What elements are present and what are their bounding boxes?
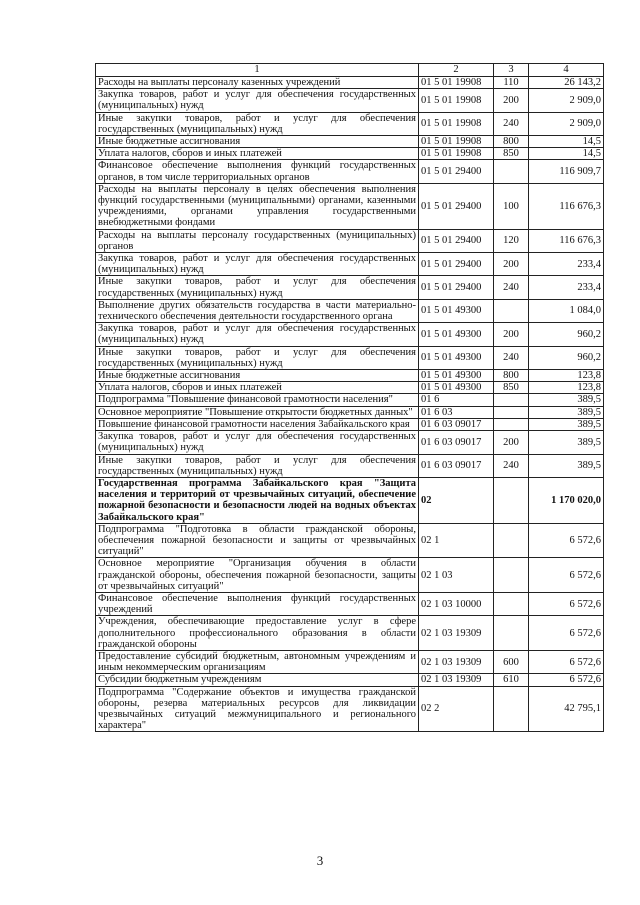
row-expense-type: [494, 686, 529, 732]
row-amount: 389,5: [529, 431, 604, 454]
row-name: Расходы на выплаты персоналу казенных учреждений: [96, 77, 419, 89]
row-code: 02 1 03 19309: [419, 650, 494, 673]
table-row: [96, 160, 604, 183]
table-row: [96, 558, 604, 593]
row-name: Иные закупки товаров, работ и услуг для обеспечения государственных (муниципальных) нужд: [96, 276, 419, 299]
table-row: [96, 323, 604, 346]
table-row: [96, 136, 604, 148]
table-row: [96, 650, 604, 673]
row-name: Иные бюджетные ассигнования: [96, 370, 419, 382]
row-amount: 6 572,6: [529, 592, 604, 615]
page-number: 3: [316, 853, 324, 868]
table-row: [96, 394, 604, 406]
row-name: Основное мероприятие "Организация обучения в области гражданской обороны, обеспечения пожарной безопасности, защиты от чрезвычайных ситуаций": [96, 558, 419, 593]
table-body: [96, 64, 604, 732]
row-expense-type: [494, 523, 529, 558]
table-row: [96, 229, 604, 252]
row-name: Закупка товаров, работ и услуг для обеспечения государственных (муниципальных) нужд: [96, 89, 419, 112]
row-expense-type: [494, 418, 529, 430]
table-row: [96, 148, 604, 160]
table-row: [96, 454, 604, 477]
row-amount: 2 909,0: [529, 89, 604, 112]
row-amount: 389,5: [529, 418, 604, 430]
table-row: [96, 346, 604, 369]
row-expense-type: [494, 616, 529, 651]
row-expense-type: 120: [494, 229, 529, 252]
row-code: 01 5 01 49300: [419, 346, 494, 369]
row-expense-type: 850: [494, 148, 529, 160]
table-row: [96, 183, 604, 229]
row-name: Закупка товаров, работ и услуг для обеспечения государственных (муниципальных) нужд: [96, 253, 419, 276]
table-row: [96, 418, 604, 430]
row-amount: 123,8: [529, 382, 604, 394]
row-code: 01 5 01 29400: [419, 160, 494, 183]
row-expense-type: 240: [494, 112, 529, 135]
row-expense-type: 200: [494, 323, 529, 346]
row-amount: 1 170 020,0: [529, 477, 604, 523]
row-code: 02: [419, 477, 494, 523]
row-code: 02 1 03 10000: [419, 592, 494, 615]
table-row: [96, 382, 604, 394]
row-amount: 389,5: [529, 406, 604, 418]
row-name: Подпрограмма "Подготовка в области гражданской обороны, обеспечения пожарной безопасности и защиты от чрезвычайных ситуаций": [96, 523, 419, 558]
row-amount: 116 676,3: [529, 183, 604, 229]
row-expense-type: 100: [494, 183, 529, 229]
row-amount: 6 572,6: [529, 674, 604, 686]
table-row: [96, 616, 604, 651]
row-amount: 389,5: [529, 454, 604, 477]
row-expense-type: 240: [494, 454, 529, 477]
row-code: 01 5 01 29400: [419, 253, 494, 276]
row-expense-type: 800: [494, 370, 529, 382]
row-expense-type: 600: [494, 650, 529, 673]
header-col-1: 1: [96, 64, 419, 77]
table-row: [96, 592, 604, 615]
row-expense-type: 610: [494, 674, 529, 686]
table-header-row: [96, 64, 604, 77]
row-name: Государственная программа Забайкальского края "Защита населения и территорий от чрезвычайных ситуаций, обеспечение пожарной безопасности и безопасности людей на водных объектах Забайкальского края": [96, 477, 419, 523]
row-code: 02 1 03 19309: [419, 674, 494, 686]
row-name: Подпрограмма "Содержание объектов и имущества гражданской обороны, резерва материальных ресурсов для ликвидации чрезвычайных ситуаций межмуниципального и регионального характера": [96, 686, 419, 732]
table-row: [96, 253, 604, 276]
row-expense-type: 200: [494, 431, 529, 454]
row-expense-type: [494, 558, 529, 593]
row-amount: 233,4: [529, 276, 604, 299]
table-row: [96, 477, 604, 523]
row-amount: 26 143,2: [529, 77, 604, 89]
row-amount: 42 795,1: [529, 686, 604, 732]
row-expense-type: 200: [494, 89, 529, 112]
row-name: Учреждения, обеспечивающие предоставление услуг в сфере дополнительного профессионального образования в области гражданской обороны: [96, 616, 419, 651]
row-expense-type: 200: [494, 253, 529, 276]
row-name: Уплата налогов, сборов и иных платежей: [96, 148, 419, 160]
row-name: Иные закупки товаров, работ и услуг для обеспечения государственных (муниципальных) нужд: [96, 454, 419, 477]
row-expense-type: 800: [494, 136, 529, 148]
row-name: Финансовое обеспечение выполнения функций государственных учреждений: [96, 592, 419, 615]
table-row: [96, 686, 604, 732]
row-expense-type: 240: [494, 276, 529, 299]
row-name: Выполнение других обязательств государства в части материально-технического обеспечения деятельности государственного органа: [96, 299, 419, 322]
row-name: Повышение финансовой грамотности населения Забайкальского края: [96, 418, 419, 430]
row-expense-type: [494, 477, 529, 523]
row-expense-type: [494, 406, 529, 418]
row-code: 01 6 03 09017: [419, 454, 494, 477]
row-expense-type: [494, 592, 529, 615]
table-row: [96, 406, 604, 418]
row-expense-type: 850: [494, 382, 529, 394]
row-amount: 2 909,0: [529, 112, 604, 135]
row-amount: 233,4: [529, 253, 604, 276]
row-amount: 960,2: [529, 346, 604, 369]
row-name: Финансовое обеспечение выполнения функций государственных органов, в том числе территориальных органов: [96, 160, 419, 183]
row-amount: 14,5: [529, 136, 604, 148]
row-name: Предоставление субсидий бюджетным, автономным учреждениям и иным некоммерческим организациям: [96, 650, 419, 673]
row-code: 01 5 01 19908: [419, 112, 494, 135]
row-code: 01 5 01 29400: [419, 276, 494, 299]
row-amount: 960,2: [529, 323, 604, 346]
row-code: 01 5 01 19908: [419, 148, 494, 160]
row-amount: 123,8: [529, 370, 604, 382]
table-row: [96, 112, 604, 135]
table-row: [96, 431, 604, 454]
row-name: Основное мероприятие "Повышение открытости бюджетных данных": [96, 406, 419, 418]
row-code: 01 6 03 09017: [419, 431, 494, 454]
table-row: [96, 299, 604, 322]
row-expense-type: [494, 394, 529, 406]
budget-table-container: [95, 63, 603, 732]
row-amount: 116 909,7: [529, 160, 604, 183]
row-code: 01 5 01 49300: [419, 299, 494, 322]
row-amount: 6 572,6: [529, 650, 604, 673]
row-expense-type: [494, 299, 529, 322]
row-code: 01 5 01 19908: [419, 77, 494, 89]
row-code: 01 5 01 19908: [419, 136, 494, 148]
budget-table: [95, 63, 604, 732]
row-amount: 14,5: [529, 148, 604, 160]
row-code: 01 5 01 19908: [419, 89, 494, 112]
row-code: 01 6: [419, 394, 494, 406]
row-name: Иные закупки товаров, работ и услуг для обеспечения государственных (муниципальных) нужд: [96, 346, 419, 369]
row-expense-type: 110: [494, 77, 529, 89]
row-amount: 6 572,6: [529, 523, 604, 558]
row-name: Закупка товаров, работ и услуг для обеспечения государственных (муниципальных) нужд: [96, 323, 419, 346]
table-row: [96, 370, 604, 382]
header-col-3: 3: [494, 64, 529, 77]
row-code: 02 1 03: [419, 558, 494, 593]
row-name: Уплата налогов, сборов и иных платежей: [96, 382, 419, 394]
row-code: 02 2: [419, 686, 494, 732]
header-col-4: 4: [529, 64, 604, 77]
row-name: Подпрограмма "Повышение финансовой грамотности населения": [96, 394, 419, 406]
table-row: [96, 89, 604, 112]
row-code: 01 5 01 29400: [419, 183, 494, 229]
table-row: [96, 77, 604, 89]
row-amount: 116 676,3: [529, 229, 604, 252]
row-amount: 389,5: [529, 394, 604, 406]
row-code: 02 1: [419, 523, 494, 558]
table-row: [96, 674, 604, 686]
row-amount: 1 084,0: [529, 299, 604, 322]
row-code: 02 1 03 19309: [419, 616, 494, 651]
row-name: Закупка товаров, работ и услуг для обеспечения государственных (муниципальных) нужд: [96, 431, 419, 454]
table-row: [96, 276, 604, 299]
row-amount: 6 572,6: [529, 616, 604, 651]
row-code: 01 5 01 49300: [419, 382, 494, 394]
header-col-2: 2: [419, 64, 494, 77]
table-row: [96, 523, 604, 558]
row-name: Субсидии бюджетным учреждениям: [96, 674, 419, 686]
row-expense-type: [494, 160, 529, 183]
row-amount: 6 572,6: [529, 558, 604, 593]
row-code: 01 5 01 29400: [419, 229, 494, 252]
row-code: 01 5 01 49300: [419, 323, 494, 346]
row-name: Расходы на выплаты персоналу государственных (муниципальных) органов: [96, 229, 419, 252]
row-code: 01 6 03 09017: [419, 418, 494, 430]
row-code: 01 6 03: [419, 406, 494, 418]
row-code: 01 5 01 49300: [419, 370, 494, 382]
row-expense-type: 240: [494, 346, 529, 369]
row-name: Иные закупки товаров, работ и услуг для обеспечения государственных (муниципальных) нужд: [96, 112, 419, 135]
row-name: Иные бюджетные ассигнования: [96, 136, 419, 148]
row-name: Расходы на выплаты персоналу в целях обеспечения выполнения функций государственными (муниципальными) органами, казенными учреждениями, органами управления государственными внебюджетными фондами: [96, 183, 419, 229]
